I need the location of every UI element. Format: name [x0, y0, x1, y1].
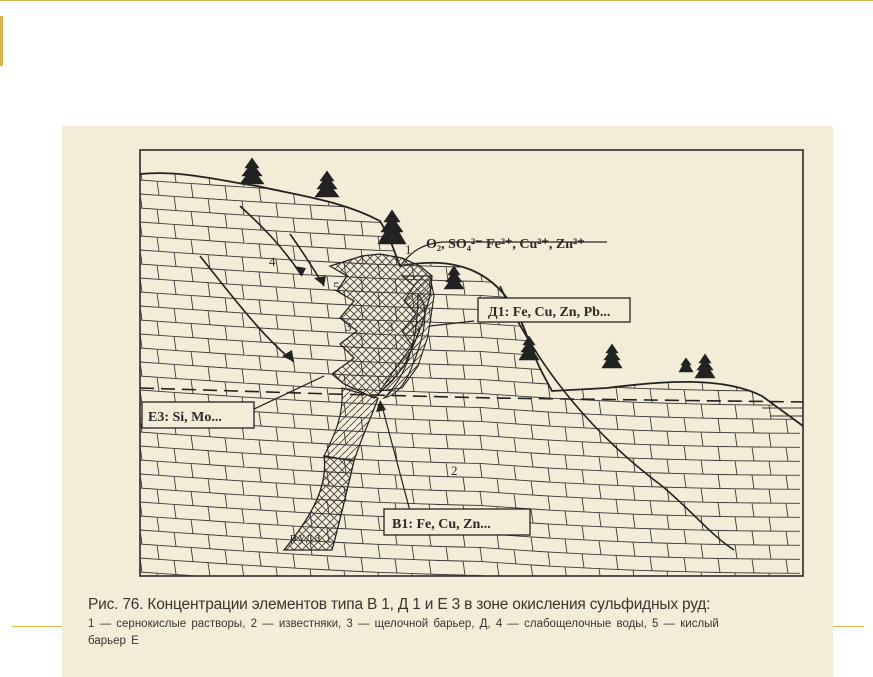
label-3c: 3	[414, 322, 421, 337]
ore-label: руда	[290, 529, 323, 544]
slide-left-accent	[0, 16, 3, 66]
geology-diagram	[62, 126, 833, 677]
scanned-figure	[62, 126, 833, 677]
caption-title: Рис. 76. Концентрации элементов типа В 1, Д 1 и Е 3 в зоне окисления сульфидных руд:	[88, 596, 711, 613]
label-2: 2	[451, 463, 458, 478]
label-3a: 3	[345, 319, 352, 334]
caption-legend-line1: 1 — сернокислые растворы, 2 — известняки, 3 — щелочной барьер, Д, 4 — слабощелочные воды, 5 — кислый	[88, 618, 719, 630]
top-formula-label: O₂, SO₄²⁻ Fe²⁺, Cu²⁺, Zn²⁺	[426, 237, 585, 252]
figure-caption	[88, 596, 833, 648]
label-5: 5	[333, 279, 340, 294]
label-4: 4	[269, 254, 276, 269]
caption-legend-line2: барьер Е	[88, 635, 139, 647]
e3-label: E3: Si, Mo...	[148, 410, 222, 425]
label-1: 1	[405, 242, 412, 257]
b1-label: B1: Fe, Cu, Zn...	[392, 517, 491, 532]
slide-top-rule	[0, 0, 873, 1]
label-3b: 3	[387, 319, 394, 334]
d1-label: Д1: Fe, Cu, Zn, Pb...	[488, 305, 611, 320]
